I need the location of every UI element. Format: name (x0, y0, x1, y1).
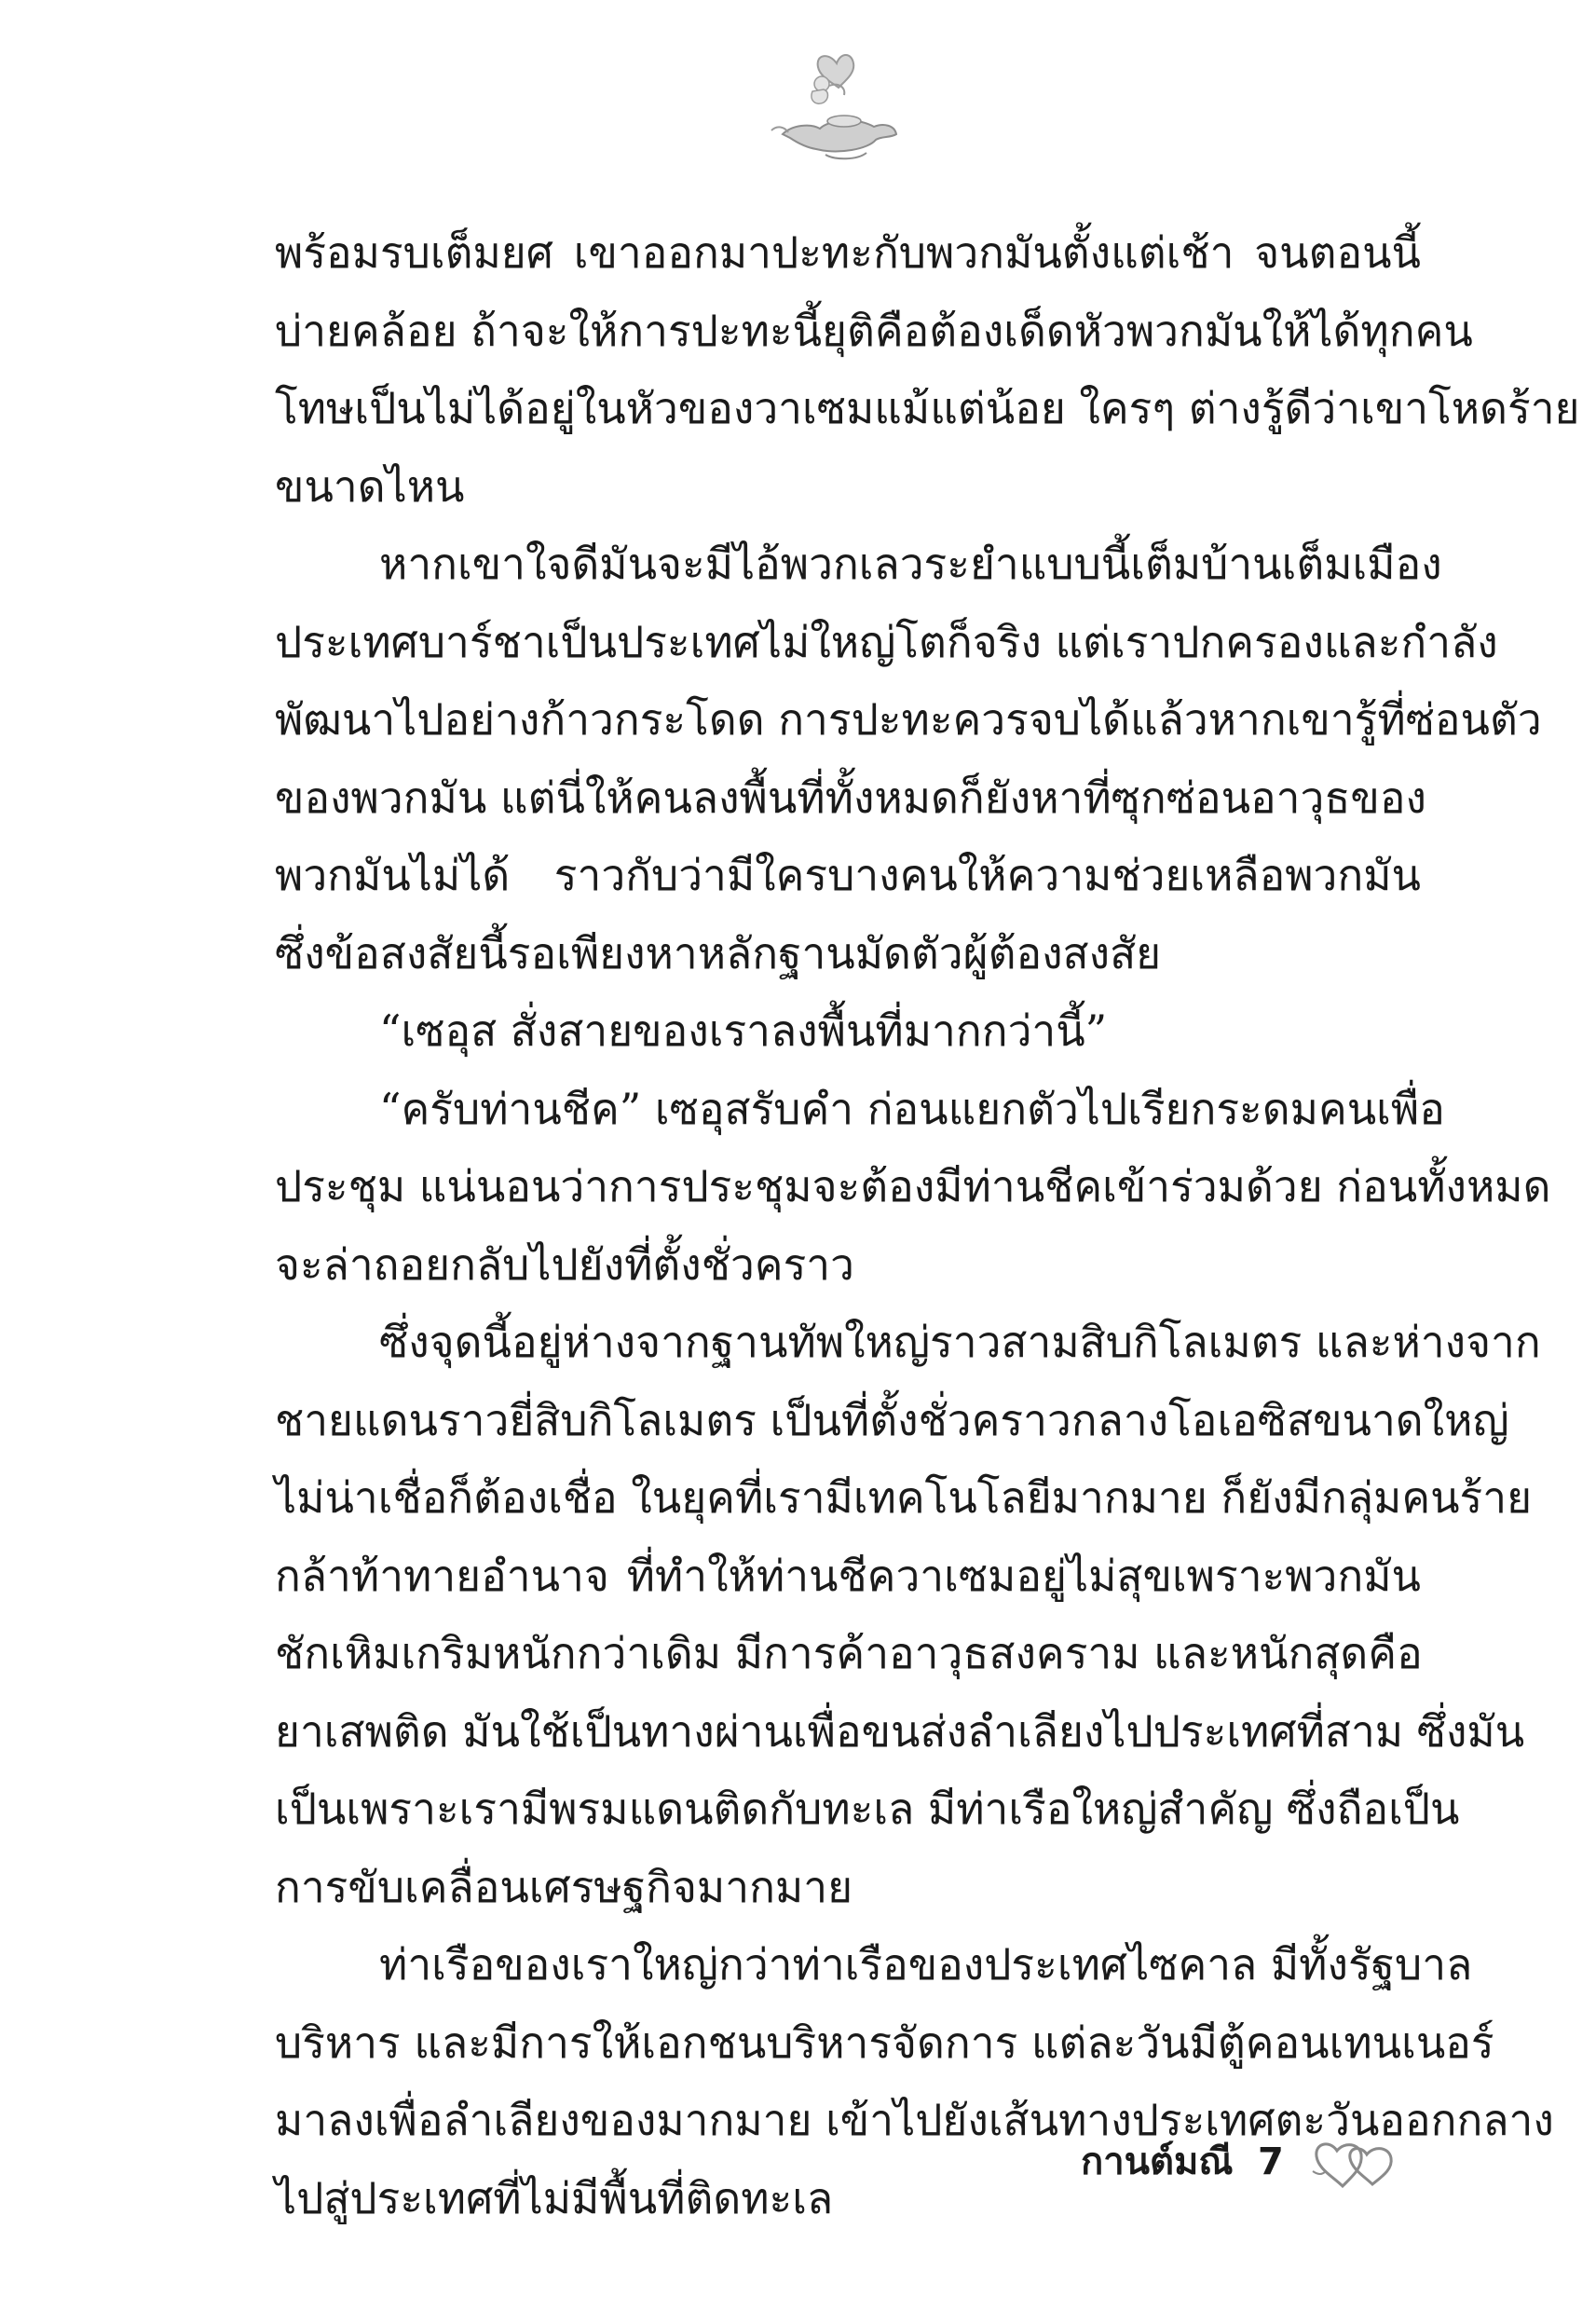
text-line: ยาเสพติด มันใช้เป็นทางผ่านเพื่อขนส่งลำเลียงไปประเทศที่สาม ซึ่งมัน (275, 1705, 1525, 1757)
page-footer (1062, 2134, 1435, 2208)
text-line: พัฒนาไปอย่างก้าวกระโดด การปะทะควรจบได้แล้วหากเขารู้ที่ซ่อนตัว (275, 694, 1542, 745)
text-line: ท่าเรือของเราใหญ่กว่าท่าเรือของประเทศไซคาล มีทั้งรัฐบาล (379, 1939, 1473, 1990)
text-line: ประเทศบาร์ชาเป็นประเทศไม่ใหญ่โตก็จริง แต่เราปกครองและกำลัง (275, 616, 1498, 667)
page-number: 7 (1258, 2140, 1284, 2183)
text-line: พวกมันไม่ได้ ราวกับว่ามีใครบางคนให้ความช่วยเหลือพวกมัน (275, 850, 1421, 900)
text-line: เป็นเพราะเรามีพรมแดนติดกับทะเล มีท่าเรือใหญ่สำคัญ ซึ่งถือเป็น (275, 1784, 1460, 1834)
chapter-body-text (275, 214, 1580, 2237)
text-line: ไปสู่ประเทศที่ไม่มีพื้นที่ติดทะเล (275, 2172, 834, 2223)
text-line: จะล่าถอยกลับไปยังที่ตั้งชั่วคราว (275, 1238, 854, 1290)
text-line: ประชุม แน่นอนว่าการประชุมจะต้องมีท่านชีคเข้าร่วมด้วย ก่อนทั้งหมด (275, 1161, 1551, 1211)
text-line: หากเขาใจดีมันจะมีไอ้พวกเลวระยำแบบนี้เต็มบ้านเต็มเมือง (379, 539, 1442, 589)
text-line: ชายแดนราวยี่สิบกิโลเมตร เป็นที่ตั้งชั่วคราวกลางโอเอซิสขนาดใหญ่ (275, 1394, 1509, 1445)
text-line: การขับเคลื่อนเศรษฐกิจมากมาย (275, 1861, 853, 1912)
text-line: “ครับท่านชีค” เซอุสรับคำ ก่อนแยกตัวไปเรียกระดมคนเพื่อ (379, 1083, 1445, 1134)
double-heart-ornament-icon (1309, 2134, 1421, 2199)
text-line: โทษเป็นไม่ได้อยู่ในหัวของวาเซมแม้แต่น้อย ใครๆ ต่างรู้ดีว่าเขาโหดร้าย (275, 383, 1580, 433)
text-line: ซึ่งจุดนี้อยู่ห่างจากฐานทัพใหญ่ราวสามสิบกิโลเมตร และห่างจาก (379, 1317, 1541, 1367)
text-line: ชักเหิมเกริมหนักกว่าเดิม มีการค้าอาวุธสงคราม และหนักสุดคือ (275, 1628, 1423, 1678)
text-line: กล้าท้าทายอำนาจ ที่ทำให้ท่านชีควาเซมอยู่ไม่สุขเพราะพวกมัน (275, 1550, 1421, 1601)
text-line: บริหาร และมีการให้เอกชนบริหารจัดการ แต่ละวันมีตู้คอนเทนเนอร์ (275, 2017, 1494, 2068)
text-line: ขนาดไหน (275, 460, 465, 512)
text-line: ซึ่งข้อสงสัยนี้รอเพียงหาหลักฐานมัดตัวผู้ต้องสงสัย (275, 927, 1162, 978)
text-line: “เซอุส สั่งสายของเราลงพื้นที่มากกว่านี้” (379, 1005, 1108, 1056)
text-line: พร้อมรบเต็มยศ เขาออกมาปะทะกับพวกมันตั้งแต่เช้า จนตอนนี้ (275, 227, 1421, 278)
text-line: ไม่น่าเชื่อก็ต้องเชื่อ ในยุคที่เรามีเทคโนโลยีมากมาย ก็ยังมีกลุ่มคนร้าย (275, 1472, 1533, 1523)
text-line: บ่ายคล้อย ถ้าจะให้การปะทะนี้ยุติคือต้องเด็ดหัวพวกมันให้ได้ทุกคน (275, 305, 1473, 356)
text-line: ของพวกมัน แต่นี่ให้คนลงพื้นที่ทั้งหมดก็ยังหาที่ซุกซ่อนอาวุธของ (275, 772, 1426, 823)
text-line: มาลงเพื่อลำเลียงของมากมาย เข้าไปยังเส้นทางประเทศตะวันออกกลาง (275, 2095, 1554, 2145)
teapot-angel-ornament-icon (764, 45, 904, 185)
author-name: กานต์มณี (1081, 2140, 1234, 2183)
